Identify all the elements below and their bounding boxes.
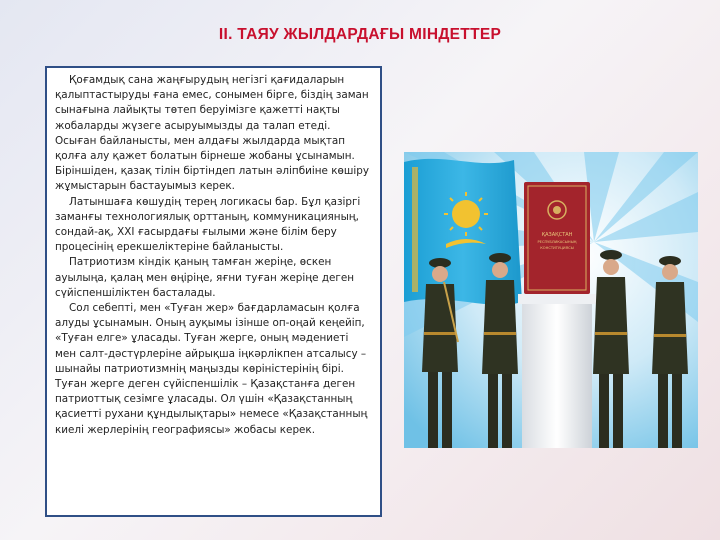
text-box bbox=[45, 66, 382, 517]
paragraph: Латыншаға көшудің терең логикасы бар. Бұл қазіргі заманғы технологиялық орттаның, коммуникацияның, сондай-ақ, XXI ғасырдағы ғылыми және білім беру процесінің ерекшеліктеріне байланысты. bbox=[55, 195, 361, 254]
paragraph: Сол себепті, мен «Туған жер» бағдарламасын қолға алуды ұсынамын. Оның ауқымы ізінше оп-оңай кеңейіп, «Туған елге» ұласады. Туған жерге, оның мәдениеті мен салт-дәстүрлеріне айрықша іңкәрлікпен атсалысу – шынайы патриотизмнің маңызды көріністерінің бірі. Туған жерге деген сүйіспеншілік – Қазақстанға деген патриоттық сезімге ұласады. Ол үшін «Қазақстанның қасиетті рухани құндылықтары» немесе «Қазақстанның киелі жерлерінің географиясы» жобасы керек. bbox=[55, 302, 368, 436]
book-title-line: КОНСТИТУЦИЯСЫ bbox=[540, 246, 574, 250]
paragraph: Біріншіден, қазақ тілін біртіндеп латын әліпбиіне көшіру жұмыстарын бастауымыз керек. bbox=[55, 165, 370, 193]
paragraph: Патриотизм кіндік қаның тамған жеріңе, өскен ауылыңа, қалаң мен өңіріңе, яғни туған жеріңе деген сүйіспеншіліктен басталады. bbox=[55, 256, 355, 299]
paragraph: Қоғамдық сана жаңғырудың негізгі қағидаларын қалыптастыруды ғана емес, сонымен бірге, біздің заман сынағына лайықты төтеп беруімізге қажетті нақты жобаларды жүзеге асыруымызды да талап етеді. bbox=[55, 74, 369, 132]
book-title-line: ҚАЗАҚСТАН bbox=[541, 232, 573, 238]
constitution-book bbox=[524, 182, 590, 294]
book-title-line: РЕСПУБЛИКАСЫНЫҢ bbox=[537, 240, 577, 244]
honor-guard-photo bbox=[404, 152, 698, 448]
paragraph: Осыған байланысты, мен алдағы жылдарда мықтап қолға алу қажет болатын бірнеше жобаны ұсынамын. bbox=[55, 134, 355, 163]
page-title: II. ТАЯУ ЖЫЛДАРДАҒЫ МІНДЕТТЕР bbox=[218, 26, 502, 43]
